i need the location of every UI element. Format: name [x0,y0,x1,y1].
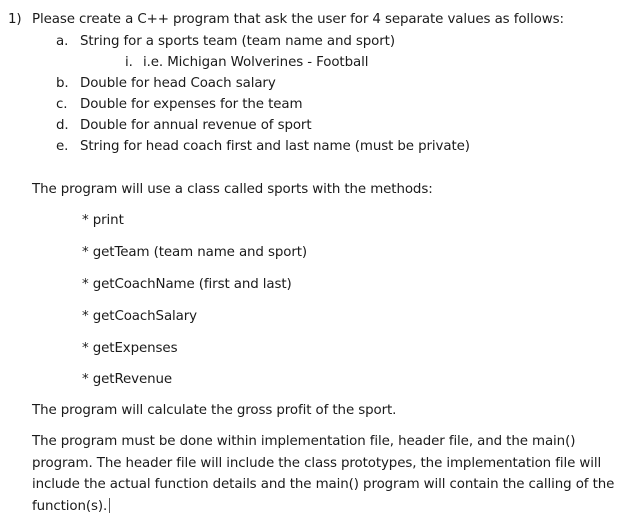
list-item-c: Double for expenses for the team [80,97,303,112]
question-intro: Please create a C++ program that ask the user for 4 separate values as follows: [32,12,564,27]
list-item-i: i.e. Michigan Wolverines - Football [143,55,369,70]
method-get-team: * getTeam (team name and sport) [82,245,308,260]
list-marker-c: c. [56,97,68,112]
list-item-e: String for head coach first and last name (must be private) [80,139,470,154]
list-item-a: String for a sports team (team name and sport) [80,34,395,49]
profit-note: The program will calculate the gross profit of the sport. [32,403,397,418]
method-get-coach-salary: * getCoachSalary [82,309,197,324]
class-intro: The program will use a class called sports with the methods: [32,182,433,197]
method-get-coach-name: * getCoachName (first and last) [82,277,292,292]
list-item-d: Double for annual revenue of sport [80,118,312,133]
list-marker-b: b. [56,76,69,91]
method-get-expenses: * getExpenses [82,341,178,356]
final-paragraph-text: The program must be done within implementation file, header file, and the main() program. The header file will include the class prototypes, the implementation file will include the actual function details and the main() program will contain the calling of the function(s). [32,434,615,514]
question-number: 1) [8,12,22,27]
final-paragraph [32,431,622,517]
list-marker-d: d. [56,118,69,133]
method-get-revenue: * getRevenue [82,372,173,387]
list-item-b: Double for head Coach salary [80,76,276,91]
text-cursor [109,498,110,513]
list-marker-a: a. [56,34,69,49]
method-print: * print [82,213,124,228]
list-marker-i: i. [125,55,133,70]
list-marker-e: e. [56,139,69,154]
